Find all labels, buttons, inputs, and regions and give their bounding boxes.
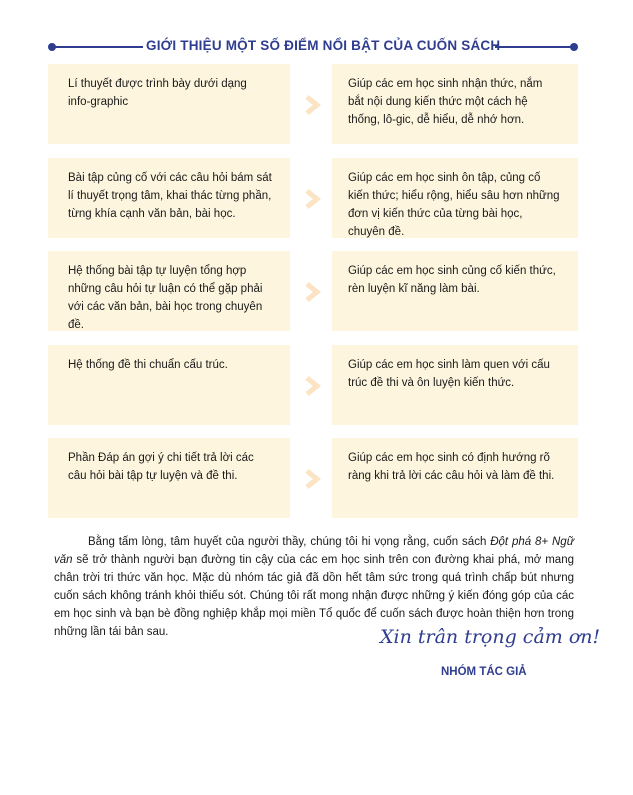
feature-box: Hệ thống bài tập tự luyện tổng hợp những câu hỏi tự luận có thể gặp phải với các văn bản, bài học trong chuyên đề. bbox=[48, 251, 290, 331]
feature-box: Phần Đáp án gợi ý chi tiết trả lời các câu hỏi bài tập tự luyện và đề thi. bbox=[48, 438, 290, 518]
feature-row bbox=[48, 345, 578, 425]
thanks-line: Xin trân trọng cảm ơn! bbox=[380, 626, 601, 648]
feature-row bbox=[48, 158, 578, 238]
book-title: Đột phá 8+ Ngữ văn bbox=[54, 536, 574, 566]
chevron-right-icon bbox=[302, 468, 324, 490]
paragraph-text-start: Bằng tấm lòng, tâm huyết của người thầy, chúng tôi hi vọng rằng, cuốn sách bbox=[88, 536, 491, 548]
feature-box: Bài tập củng cố với các câu hỏi bám sát lí thuyết trọng tâm, khai thác từng phần, từng khía cạnh văn bản, bài học. bbox=[48, 158, 290, 238]
closing-paragraph bbox=[54, 533, 574, 641]
section-header bbox=[48, 36, 578, 58]
header-rule-right bbox=[495, 46, 573, 48]
feature-list bbox=[48, 64, 578, 532]
section-title: GIỚI THIỆU MỘT SỐ ĐIỂM NỔI BẬT CỦA CUỐN SÁCH bbox=[146, 38, 501, 53]
feature-row bbox=[48, 438, 578, 518]
paragraph-text-end: sẽ trở thành người bạn đường tin cậy của các em học sinh trên con đường khai phá, mở mang chân trời tri thức văn học. Mặc dù nhóm tác giả đã dồn hết tâm sức trong quá trình chấp bút nhưng cuốn sách không tránh khỏi thiếu sót. Chúng tôi rất mong nhận được những ý kiến đóng góp của các em học sinh và bạn bè đồng nghiệp khắp mọi miền Tổ quốc để cuốn sách được hoàn thiện hơn trong những lần tái bản sau. bbox=[54, 554, 574, 638]
benefit-box: Giúp các em học sinh nhận thức, nắm bắt nội dung kiến thức một cách hệ thống, lô-gic, dễ hiểu, dễ nhớ hơn. bbox=[332, 64, 578, 144]
feature-box: Lí thuyết được trình bày dưới dạng info-graphic bbox=[48, 64, 290, 144]
header-rule-left bbox=[53, 46, 143, 48]
header-dot-right bbox=[570, 43, 578, 51]
feature-box: Hệ thống đề thi chuẩn cấu trúc. bbox=[48, 345, 290, 425]
chevron-right-icon bbox=[302, 94, 324, 116]
chevron-right-icon bbox=[302, 375, 324, 397]
author-signature: NHÓM TÁC GIẢ bbox=[441, 666, 527, 678]
chevron-right-icon bbox=[302, 281, 324, 303]
benefit-box: Giúp các em học sinh ôn tập, củng cố kiến thức; hiểu rộng, hiểu sâu hơn những đơn vị kiến thức của từng bài học, chuyên đề. bbox=[332, 158, 578, 238]
feature-row bbox=[48, 64, 578, 144]
benefit-box: Giúp các em học sinh làm quen với cấu trúc đề thi và ôn luyện kiến thức. bbox=[332, 345, 578, 425]
benefit-box: Giúp các em học sinh củng cố kiến thức, rèn luyện kĩ năng làm bài. bbox=[332, 251, 578, 331]
chevron-right-icon bbox=[302, 188, 324, 210]
benefit-box: Giúp các em học sinh có định hướng rõ ràng khi trả lời các câu hỏi và làm đề thi. bbox=[332, 438, 578, 518]
feature-row bbox=[48, 251, 578, 331]
